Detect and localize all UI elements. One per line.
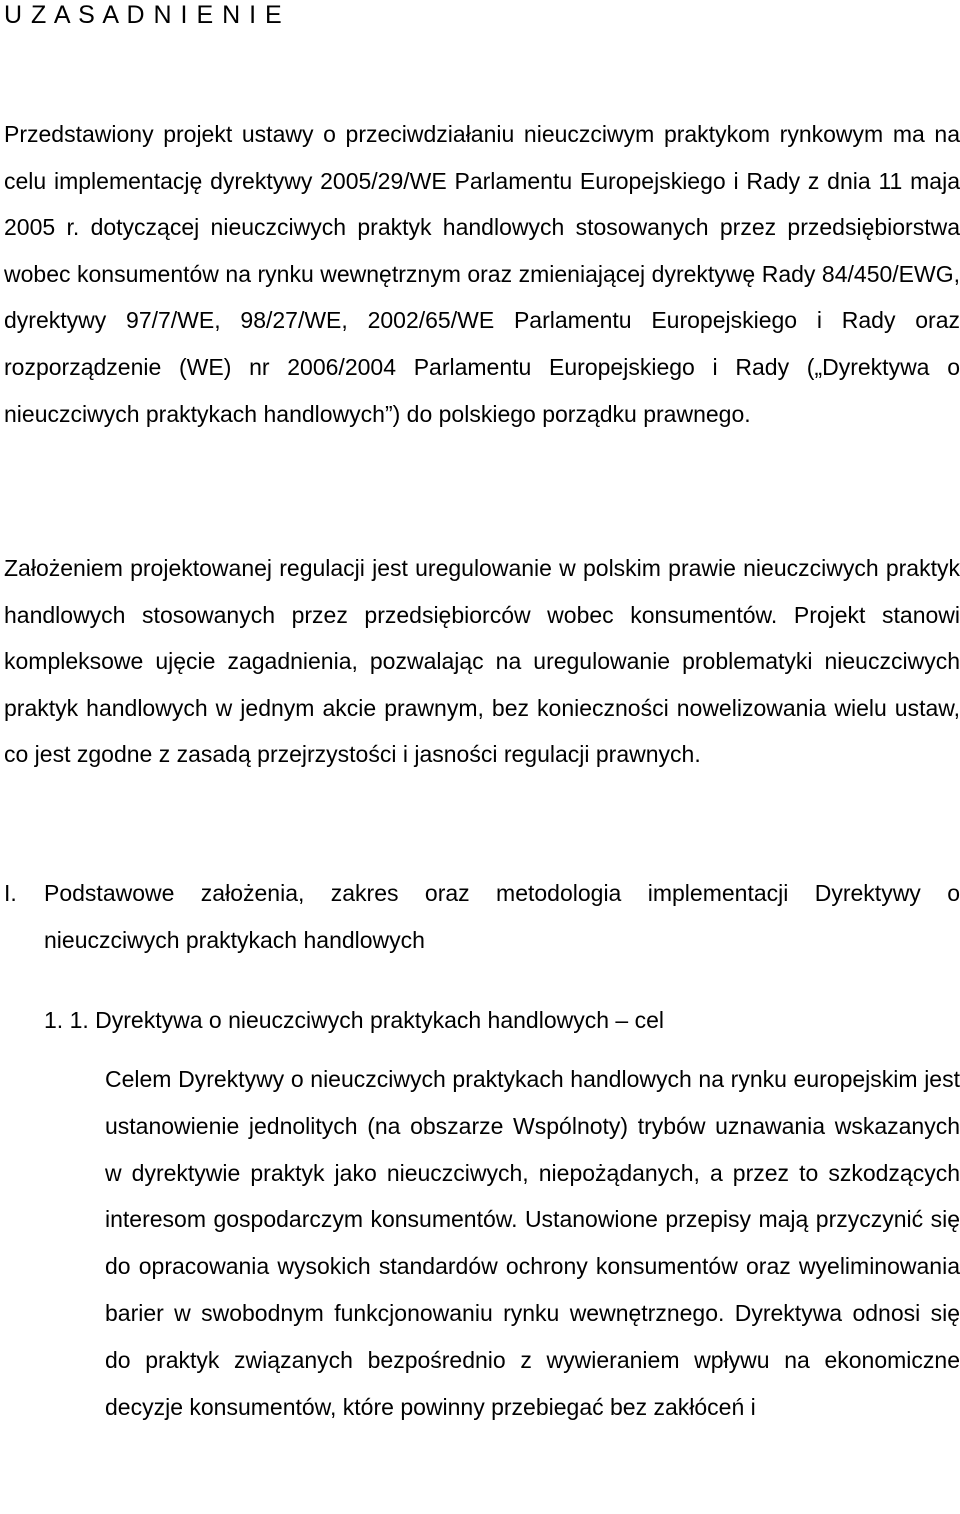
subsection-heading: 1. 1. Dyrektywa o nieuczciwych praktykach handlowych – cel bbox=[44, 1007, 665, 1033]
intro-paragraph: Przedstawiony projekt ustawy o przeciwdziałaniu nieuczciwym praktykom rynkowym ma na celu implementację dyrektywy 2005/29/WE Parlamentu Europejskiego i Rady z dnia 11 maja 2005 r. dotyczącej nieuczciwych praktyk handlowych stosowanych przez przedsiębiorstwa wobec konsumentów na rynku wewnętrznym oraz zmieniającej dyrektywę Rady 84/450/EWG, dyrektywy 97/7/WE, 98/27/WE, 2002/65/WE Parlamentu Europejskiego i Rady oraz rozporządzenie (WE) nr 2006/2004 Parlamentu Europejskiego i Rady („Dyrektywa o nieuczciwych praktykach handlowych”) do polskiego porządku prawnego. bbox=[4, 121, 960, 427]
section-title: Podstawowe założenia, zakres oraz metodologia implementacji Dyrektywy o nieuczciwych praktykach handlowych bbox=[44, 880, 960, 953]
document-title: U Z A S A D N I E N I E bbox=[4, 1, 283, 29]
regulation-assumption-paragraph: Założeniem projektowanej regulacji jest uregulowanie w polskim prawie nieuczciwych praktyk handlowych stosowanych przez przedsiębiorców wobec konsumentów. Projekt stanowi kompleksowe ujęcie zagadnienia, pozwalając na uregulowanie problematyki nieuczciwych praktyk handlowych w jednym akcie prawnym, bez konieczności nowelizowania wielu ustaw, co jest zgodne z zasadą przejrzystości i jasności regulacji prawnych. bbox=[4, 555, 960, 768]
directive-goal-paragraph: Celem Dyrektywy o nieuczciwych praktykach handlowych na rynku europejskim jest ustanowienie jednolitych (na obszarze Wspólnoty) trybów uznawania wskazanych w dyrektywie praktyk jako nieuczciwych, niepożądanych, a przez to szkodzących interesom gospodarczym konsumentów. Ustanowione przepisy mają przyczynić się do opracowania wysokich standardów ochrony konsumentów oraz wyeliminowania barier w swobodnym funkcjonowaniu rynku wewnętrznego. Dyrektywa odnosi się do praktyk związanych bezpośrednio z wywieraniem wpływu na ekonomiczne decyzje konsumentów, które powinny przebiegać bez zakłóceń i bbox=[105, 1066, 960, 1420]
section-number: I. bbox=[4, 880, 17, 906]
